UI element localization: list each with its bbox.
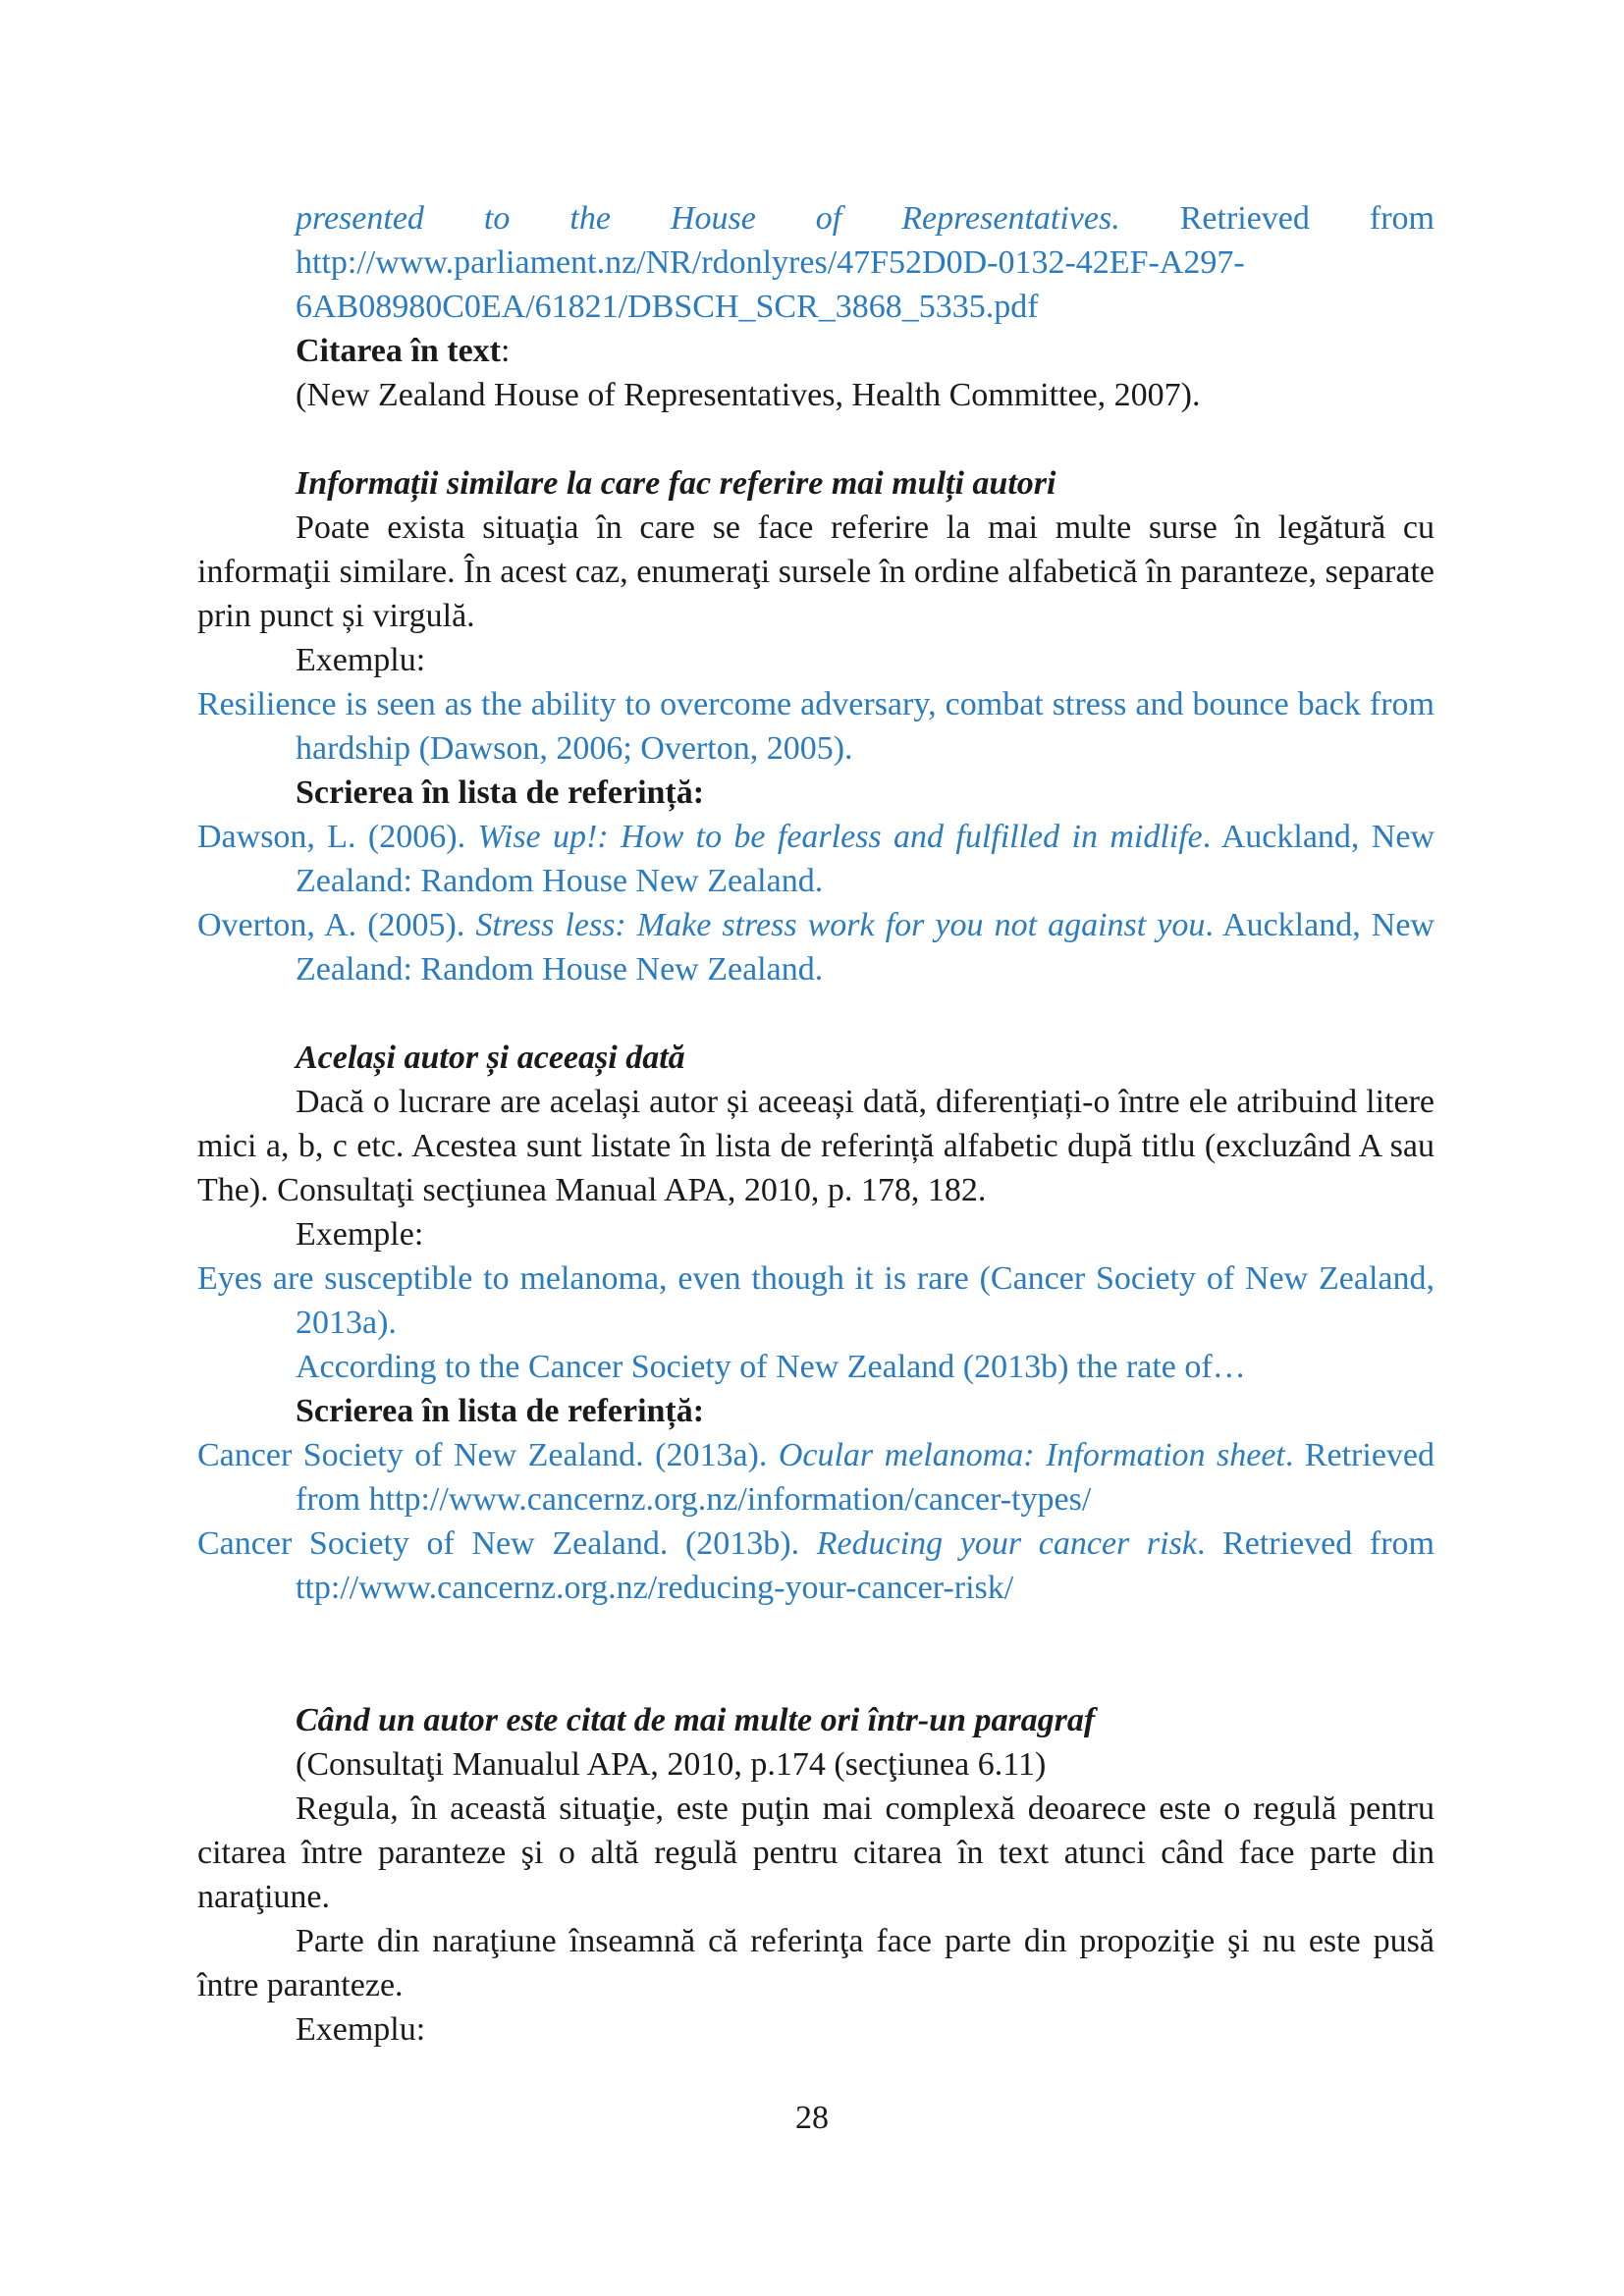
reference-entry: [197, 815, 1435, 903]
section3-note: (Consultaţi Manualul APA, 2010, p.174 (secţiunea 6.11): [296, 1746, 1047, 1783]
ref-rest: . Retrieved from ttp://www.cancernz.org.nz/reducing-your-cancer-risk/: [296, 1525, 1435, 1606]
ref-author: Cancer Society of New Zealand. (2013b).: [197, 1525, 817, 1562]
ref-author: Dawson, L. (2006).: [197, 819, 478, 855]
reference-continuation: [296, 196, 1435, 417]
section2-heading: Același autor și aceeași dată: [296, 1040, 685, 1076]
ref-rest: . Auckland, New Zealand: Random House New Zealand.: [296, 819, 1435, 899]
reference-title: presented to the House of Representatives.: [296, 200, 1120, 237]
citation-label: Citarea în text: [296, 333, 501, 369]
section-multiple-citations: [197, 1698, 1435, 2052]
reference-entry: [197, 1522, 1435, 1610]
ref-title: Wise up!: How to be fearless and fulfilled in midlife: [477, 819, 1203, 855]
ref-title: Stress less: Make stress work for you not against you: [475, 907, 1206, 943]
section2-ref-label: Scrierea în lista de referință:: [296, 1393, 705, 1429]
section2-example-text2: According to the Cancer Society of New Zealand (2013b) the rate of…: [296, 1349, 1246, 1385]
page-number: 28: [795, 2100, 829, 2136]
section1-example-label: Exemplu:: [296, 642, 426, 678]
ref-title: Reducing your cancer risk: [816, 1525, 1197, 1562]
section3-paragraph1: Regula, în această situaţie, este puţin mai complexă deoarece este o regulă pentru citarea între paranteze şi o altă regulă pentru citarea în text atunci când face parte din naraţiune.: [197, 1790, 1435, 1915]
section3-example-label: Exemplu:: [296, 2011, 426, 2048]
section1-heading: Informații similare la care fac referire mai mulți autori: [296, 465, 1056, 502]
reference-url-line2[interactable]: 6AB08980C0EA/61821/DBSCH_SCR_3868_5335.pdf: [296, 289, 1039, 325]
reference-entry: [197, 1433, 1435, 1522]
ref-rest: . Retrieved from http://www.cancernz.org.nz/information/cancer-types/: [296, 1437, 1435, 1518]
ref-author: Overton, A. (2005).: [197, 907, 476, 943]
section1-example-text: Resilience is seen as the ability to overcome adversary, combat stress and bounce back from hardship (Dawson, 2006; Overton, 2005).: [197, 686, 1435, 767]
section-same-author-date: [197, 1036, 1435, 1610]
citation-colon: :: [500, 333, 511, 369]
section2-example-label: Exemple:: [296, 1216, 424, 1253]
section2-example-text1: Eyes are susceptible to melanoma, even though it is rare (Cancer Society of New Zealand, 2013a).: [197, 1260, 1435, 1341]
reference-entry: [197, 903, 1435, 991]
citation-label-line: [296, 329, 1435, 373]
section1-ref-label: Scrierea în lista de referință:: [296, 774, 705, 811]
reference-title-line: [296, 196, 1435, 240]
ref-title: Ocular melanoma: Information sheet: [778, 1437, 1285, 1473]
section2-paragraph: Dacă o lucrare are același autor și aceeași dată, diferențiați-o între ele atribuind litere mici a, b, c etc. Acestea sunt listate în lista de referință alfabetic după titlu (excluzând A sau The). Consultaţi secţiunea Manual APA, 2010, p. 178, 182.: [197, 1084, 1435, 1208]
section3-paragraph2: Parte din naraţiune înseamnă că referinţa face parte din propoziţie şi nu este pusă între paranteze.: [197, 1923, 1435, 2003]
reference-url-line1[interactable]: http://www.parliament.nz/NR/rdonlyres/47F52D0D-0132-42EF-A297-: [296, 244, 1245, 281]
section1-paragraph: Poate exista situaţia în care se face referire la mai multe surse în legătură cu informaţii similare. În acest caz, enumeraţi sursele în ordine alfabetică în paranteze, separate prin punct și virgulă.: [197, 509, 1435, 634]
section-similar-info: [197, 461, 1435, 991]
reference-retrieved: Retrieved from: [1179, 200, 1435, 237]
ref-rest: . Auckland, New Zealand: Random House New Zealand.: [296, 907, 1435, 988]
ref-author: Cancer Society of New Zealand. (2013a).: [197, 1437, 779, 1473]
section3-heading: Când un autor este citat de mai multe ori într-un paragraf: [296, 1702, 1096, 1738]
citation-text: (New Zealand House of Representatives, Health Committee, 2007).: [296, 377, 1201, 413]
